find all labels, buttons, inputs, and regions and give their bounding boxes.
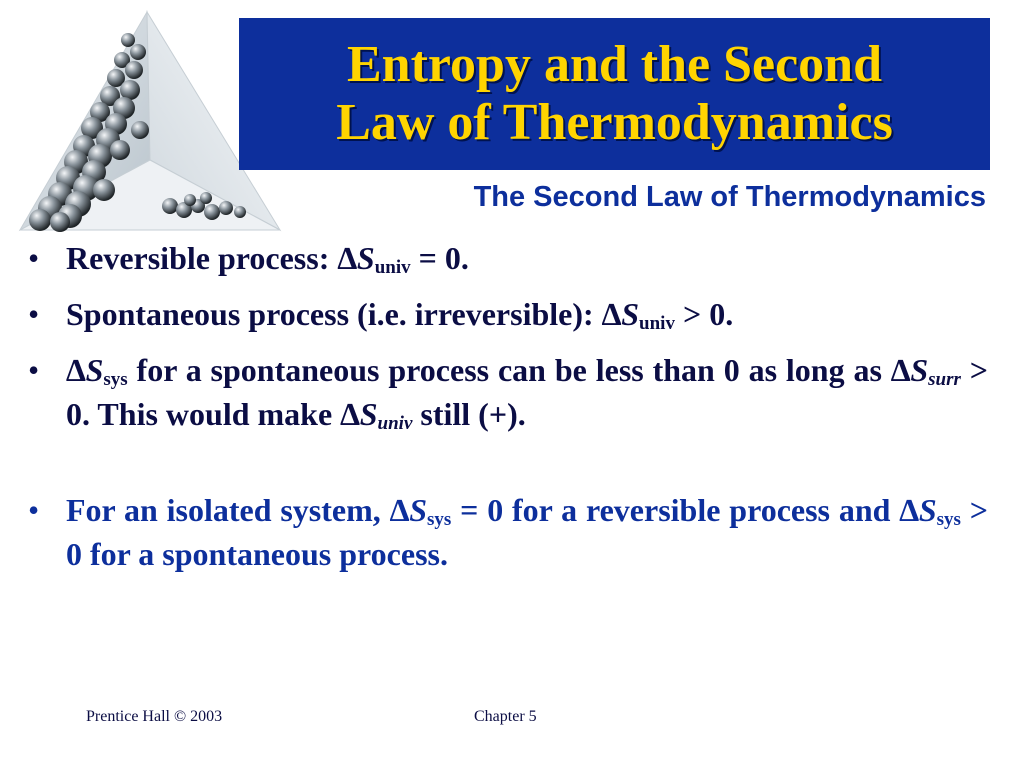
entropy-symbol: S bbox=[359, 396, 378, 432]
molecule-sphere bbox=[234, 206, 246, 218]
molecule-sphere bbox=[29, 209, 51, 231]
bullet-text: Spontaneous process (i.e. irreversible): bbox=[66, 296, 602, 332]
bullet-system-entropy bbox=[22, 348, 988, 436]
bullet-text: > 0. This would make bbox=[66, 352, 989, 432]
subscript: univ bbox=[374, 257, 411, 278]
molecule-sphere bbox=[120, 80, 140, 100]
delta-symbol: ∆ bbox=[890, 352, 911, 388]
delta-symbol: ∆ bbox=[66, 352, 86, 388]
subscript: univ bbox=[377, 413, 413, 434]
bullet-text: = 0. bbox=[410, 240, 469, 276]
delta-symbol: ∆ bbox=[337, 240, 357, 276]
bullet-spontaneous-process bbox=[22, 292, 988, 336]
subscript: surr bbox=[928, 369, 961, 390]
molecule-sphere bbox=[121, 33, 135, 47]
molecule-sphere bbox=[130, 44, 146, 60]
delta-symbol: ∆ bbox=[389, 492, 410, 528]
bullet-reversible-process bbox=[22, 236, 988, 280]
subscript: sys bbox=[936, 509, 961, 530]
bullet-marker: • bbox=[28, 296, 40, 332]
bullet-marker: • bbox=[28, 240, 40, 276]
bullet-text: > 0 for a spontaneous process. bbox=[66, 492, 989, 572]
entropy-symbol: S bbox=[356, 240, 375, 276]
molecule-sphere bbox=[219, 201, 233, 215]
entropy-symbol: S bbox=[910, 352, 929, 388]
slide-subtitle: The Second Law of Thermodynamics bbox=[473, 181, 986, 213]
bullet-isolated-system bbox=[22, 488, 988, 576]
molecule-sphere bbox=[200, 192, 212, 204]
slide-title-line-1: Entropy and the Second bbox=[346, 36, 883, 93]
footer-chapter: Chapter 5 bbox=[474, 708, 537, 725]
bullet-text: Reversible process: bbox=[66, 240, 338, 276]
molecule-sphere bbox=[162, 198, 178, 214]
molecule-sphere bbox=[125, 61, 143, 79]
entropy-symbol: S bbox=[621, 296, 640, 332]
entropy-symbol: S bbox=[409, 492, 427, 528]
molecule-sphere bbox=[184, 194, 196, 206]
bullet-text: > 0. bbox=[674, 296, 734, 332]
delta-symbol: ∆ bbox=[340, 396, 360, 432]
molecule-sphere bbox=[204, 204, 220, 220]
molecule-sphere bbox=[131, 121, 149, 139]
subscript: sys bbox=[427, 509, 452, 530]
subscript: sys bbox=[103, 369, 128, 390]
bullet-list bbox=[22, 236, 988, 576]
footer-copyright: Prentice Hall © 2003 bbox=[86, 708, 223, 725]
slide-title-line-2: Law of Thermodynamics bbox=[336, 94, 893, 151]
entropy-symbol: S bbox=[918, 492, 937, 528]
bullet-text: for a spontaneous process can be less than 0 as long as bbox=[127, 352, 891, 388]
molecule-sphere bbox=[50, 212, 70, 232]
bullet-text: For an isolated system, bbox=[66, 492, 390, 528]
subscript: univ bbox=[639, 313, 675, 334]
delta-symbol: ∆ bbox=[601, 296, 622, 332]
molecule-sphere bbox=[110, 140, 130, 160]
delta-symbol: ∆ bbox=[899, 492, 919, 528]
bullet-marker: • bbox=[28, 492, 40, 528]
bullet-text: still (+). bbox=[412, 396, 526, 432]
bullet-marker: • bbox=[28, 352, 40, 388]
bullet-text: = 0 for a reversible process and bbox=[451, 492, 900, 528]
title-banner bbox=[239, 18, 990, 170]
entropy-symbol: S bbox=[85, 352, 104, 388]
molecule-sphere bbox=[93, 179, 115, 201]
